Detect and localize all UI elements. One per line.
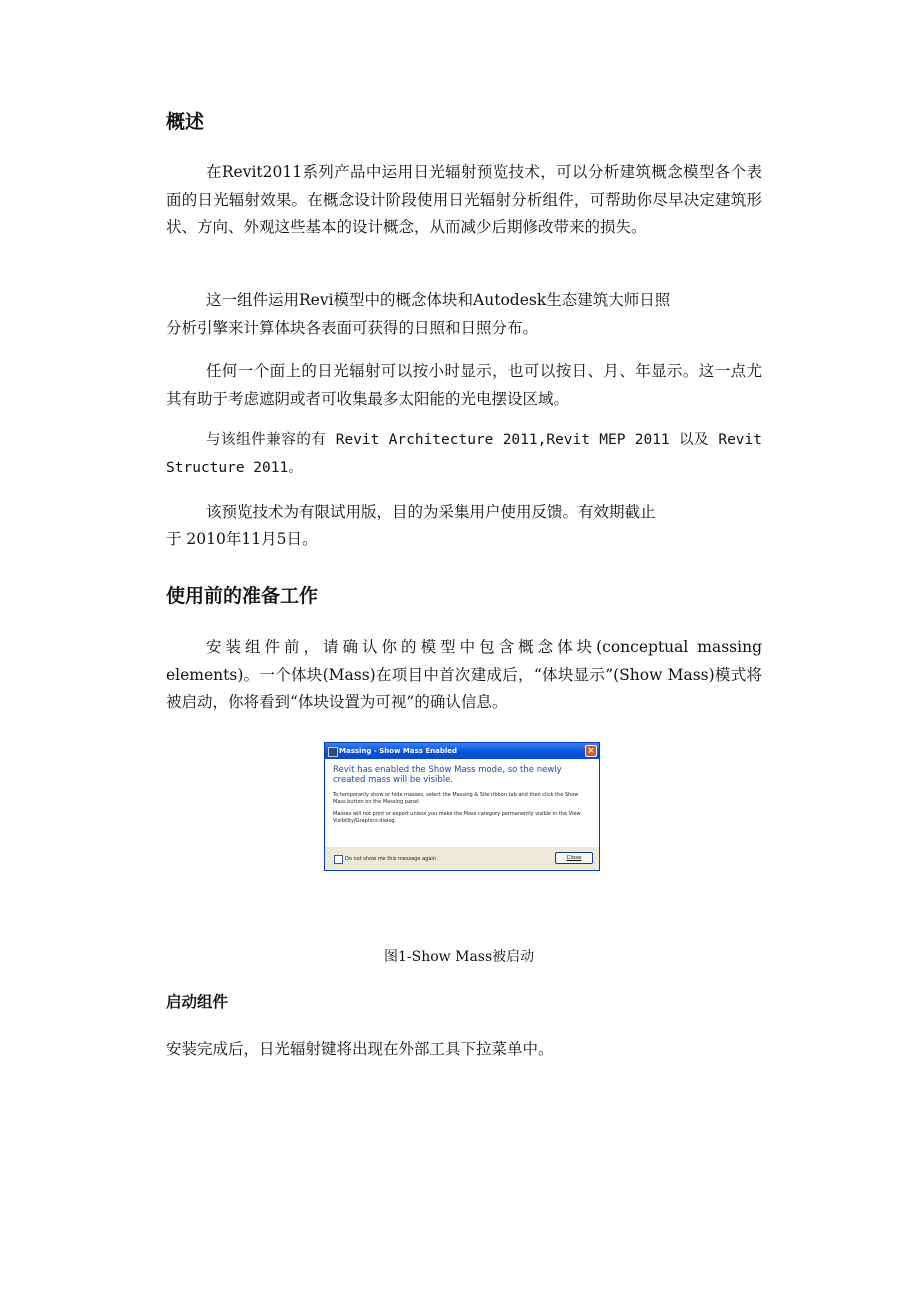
dont-show-again-checkbox[interactable] — [334, 855, 343, 864]
overview-paragraph-1: 在Revit2011系列产品中运用日光辐射预览技术，可以分析建筑概念模型各个表面的日光辐射效果。在概念设计阶段使用日光辐射分析组件，可帮助你尽早决定建筑形状、方向、外观这些基本的设计概念，从而减少后期修改带来的损失。 — [166, 163, 762, 236]
show-mass-dialog-screenshot — [324, 742, 600, 871]
dont-show-again-label: Do not show me this message again — [345, 856, 436, 862]
dialog-main-message: Revit has enabled the Show Mass mode, so the newly created mass will be visible. — [333, 765, 562, 785]
section-title-overview: 概述 — [166, 111, 205, 133]
launch-paragraph-1: 安装完成后，日光辐射键将出现在外部工具下拉菜单中。 — [166, 1040, 554, 1058]
revit-app-icon — [328, 747, 338, 757]
dialog-title-bar — [325, 743, 599, 759]
overview-paragraph-2-line-1: 这一组件运用Revi模型中的概念体块和Autodesk生态建筑大师日照 — [206, 291, 671, 309]
prep-paragraph-1: 安装组件前，请确认你的模型中包含概念体块(conceptual massing elements)。一个体块(Mass)在项目中首次建成后，“体块显示”(Show Mass)模式将被启动，你将看到“体块设置为可视”的确认信息。 — [166, 638, 762, 711]
overview-paragraph-5-line-1: 该预览技术为有限试用版，目的为采集用户使用反馈。有效期截止 — [206, 503, 656, 521]
section-title-prep: 使用前的准备工作 — [166, 585, 319, 607]
figure-caption: 图1-Show Mass被启动 — [384, 949, 535, 965]
overview-paragraph-4: 与该组件兼容的有 Revit Architecture 2011,Revit MEP 2011 以及 Revit Structure 2011。 — [166, 432, 762, 476]
overview-paragraph-5-line-2: 于 2010年11月5日。 — [166, 530, 318, 548]
overview-paragraph-3: 任何一个面上的日光辐射可以按小时显示，也可以按日、月、年显示。这一点尤其有助于考虑遮阴或者可收集最多太阳能的光电摆设区域。 — [166, 362, 762, 408]
dialog-title: Massing - Show Mass Enabled — [339, 747, 458, 755]
section-title-launch: 启动组件 — [166, 993, 229, 1011]
overview-paragraph-2-line-2: 分析引擎来计算体块各表面可获得的日照和日照分布。 — [166, 319, 539, 337]
dialog-footer — [325, 847, 599, 870]
dialog-info-2: Masses will not print or export unless you make the Mass category permanently visible in the View Visibility/Graphics dialog. — [333, 811, 581, 824]
dialog-body — [325, 759, 599, 847]
dialog-info-1: To temporarily show or hide masses, select the Massing & Site ribbon tab and then click the Show Mass button on the Massing panel. — [333, 792, 579, 805]
close-button[interactable]: Close — [555, 852, 593, 864]
close-icon[interactable]: × — [585, 745, 597, 757]
